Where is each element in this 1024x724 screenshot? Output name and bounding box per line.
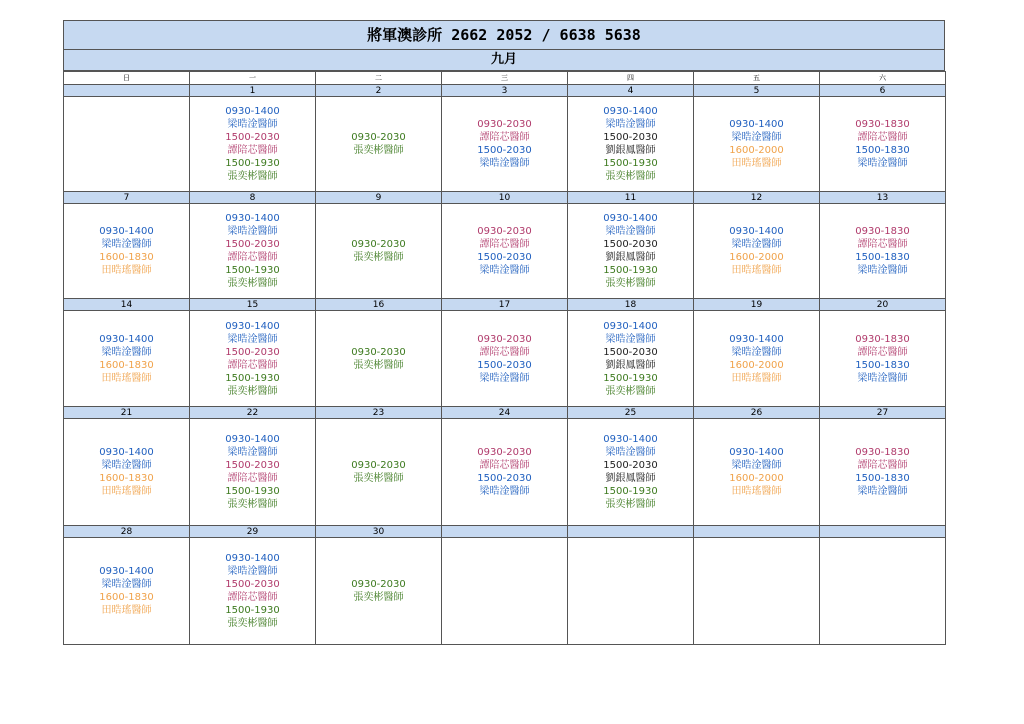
doctor-name: 梁晧淦醫師	[101, 239, 152, 250]
shift-time: 0930-1400	[225, 213, 280, 224]
day-cell	[694, 419, 820, 526]
shift-time: 0930-2030	[351, 579, 406, 590]
day-cell	[694, 538, 820, 645]
doctor-name: 譚陪芯醫師	[857, 346, 908, 358]
date-number-row	[64, 299, 946, 311]
day-cell	[316, 419, 442, 526]
doctor-name: 梁晧淦醫師	[479, 265, 530, 276]
day-cell	[316, 538, 442, 645]
shift-time: 1500-2030	[603, 132, 658, 143]
doctor-name: 梁晧淦醫師	[605, 119, 656, 130]
date-number: 24	[442, 407, 568, 419]
day-cell	[694, 204, 820, 299]
schedule-row	[64, 311, 946, 407]
calendar-body	[64, 72, 946, 645]
date-number: 29	[190, 526, 316, 538]
doctor-name: 梁晧淦醫師	[605, 333, 656, 345]
shift-time: 1500-2030	[225, 346, 280, 358]
doctor-name: 譚陪芯醫師	[479, 346, 530, 358]
date-number: 22	[190, 407, 316, 419]
doctor-name: 田晧瑤醫師	[101, 605, 152, 616]
doctor-name: 張奕彬醫師	[353, 473, 404, 484]
doctor-name: 田晧瑤醫師	[731, 265, 782, 276]
shift-time: 1600-2000	[729, 252, 784, 263]
doctor-name: 張奕彬醫師	[227, 499, 278, 510]
date-number: 30	[316, 526, 442, 538]
shift-time: 1500-2030	[477, 145, 532, 156]
shift-time: 1500-2030	[477, 252, 532, 263]
doctor-name: 梁晧淦醫師	[731, 239, 782, 250]
date-number	[442, 526, 568, 538]
shift-time: 0930-1400	[729, 119, 784, 130]
shift-time: 1500-2030	[603, 346, 658, 358]
shift-time: 1600-1830	[99, 252, 154, 263]
doctor-name: 梁晧淦醫師	[479, 372, 530, 384]
date-number-row	[64, 526, 946, 538]
day-cell	[64, 538, 190, 645]
shift-time: 1500-1830	[855, 252, 910, 263]
day-cell	[820, 311, 946, 407]
shift-time: 1600-2000	[729, 473, 784, 484]
doctor-name: 張奕彬醫師	[605, 171, 656, 182]
doctor-name: 劉銀鳳醫師	[605, 473, 656, 484]
date-number	[568, 526, 694, 538]
doctor-name: 張奕彬醫師	[353, 145, 404, 156]
day-cell	[190, 538, 316, 645]
month-title: 九月	[63, 50, 945, 71]
day-cell	[568, 97, 694, 192]
shift-time: 1500-1930	[603, 158, 658, 169]
doctor-name: 梁晧淦醫師	[857, 486, 908, 497]
doctor-name: 梁晧淦醫師	[227, 119, 278, 130]
shift-time: 0930-1830	[855, 226, 910, 237]
doctor-name: 張奕彬醫師	[227, 618, 278, 629]
day-cell	[820, 97, 946, 192]
doctor-name: 譚陪芯醫師	[857, 460, 908, 471]
shift-time: 1500-1930	[225, 486, 280, 497]
shift-time: 1500-1930	[603, 372, 658, 384]
doctor-name: 劉銀鳳醫師	[605, 359, 656, 371]
doctor-name: 梁晧淦醫師	[857, 372, 908, 384]
doctor-name: 梁晧淦醫師	[731, 346, 782, 358]
date-number: 13	[820, 192, 946, 204]
day-cell	[442, 419, 568, 526]
shift-time: 0930-1400	[603, 106, 658, 117]
shift-time: 1500-1930	[225, 265, 280, 276]
shift-time: 0930-1830	[855, 119, 910, 130]
doctor-name: 張奕彬醫師	[227, 171, 278, 182]
shift-time: 0930-1400	[99, 447, 154, 458]
shift-time: 1500-2030	[477, 359, 532, 371]
date-number: 10	[442, 192, 568, 204]
shift-time: 1500-1930	[225, 372, 280, 384]
schedule-row	[64, 204, 946, 299]
date-number: 17	[442, 299, 568, 311]
weekday-header: 六	[820, 72, 946, 85]
shift-time: 0930-1400	[225, 106, 280, 117]
day-cell	[190, 204, 316, 299]
shift-time: 1500-1930	[603, 265, 658, 276]
shift-time: 0930-2030	[351, 460, 406, 471]
shift-time: 0930-1400	[225, 320, 280, 332]
shift-time: 1500-1930	[225, 158, 280, 169]
date-number: 4	[568, 85, 694, 97]
doctor-name: 梁晧淦醫師	[227, 447, 278, 458]
doctor-name: 梁晧淦醫師	[227, 333, 278, 345]
day-cell	[820, 538, 946, 645]
doctor-name: 張奕彬醫師	[605, 499, 656, 510]
day-cell	[442, 204, 568, 299]
date-number: 27	[820, 407, 946, 419]
date-number	[64, 85, 190, 97]
shift-time: 1500-1930	[603, 486, 658, 497]
doctor-name: 梁晧淦醫師	[101, 346, 152, 358]
doctor-name: 田晧瑤醫師	[101, 486, 152, 497]
doctor-name: 譚陪芯醫師	[227, 473, 278, 484]
day-cell	[568, 538, 694, 645]
doctor-name: 譚陪芯醫師	[479, 132, 530, 143]
clinic-title: 將軍澳診所 2662 2052 / 6638 5638	[63, 20, 945, 50]
doctor-name: 張奕彬醫師	[227, 385, 278, 397]
date-number: 28	[64, 526, 190, 538]
shift-time: 0930-2030	[351, 132, 406, 143]
weekday-header: 一	[190, 72, 316, 85]
day-cell	[316, 97, 442, 192]
day-cell	[694, 97, 820, 192]
doctor-name: 張奕彬醫師	[605, 385, 656, 397]
calendar-table	[63, 71, 946, 645]
doctor-name: 梁晧淦醫師	[605, 226, 656, 237]
date-number: 19	[694, 299, 820, 311]
date-number: 20	[820, 299, 946, 311]
shift-time: 0930-1400	[603, 213, 658, 224]
doctor-name: 梁晧淦醫師	[605, 447, 656, 458]
day-cell	[442, 538, 568, 645]
day-cell	[820, 419, 946, 526]
doctor-name: 譚陪芯醫師	[479, 460, 530, 471]
doctor-name: 梁晧淦醫師	[227, 566, 278, 577]
doctor-name: 梁晧淦醫師	[479, 486, 530, 497]
date-number	[694, 526, 820, 538]
doctor-name: 梁晧淦醫師	[731, 132, 782, 143]
day-cell	[442, 311, 568, 407]
shift-time: 0930-2030	[351, 239, 406, 250]
date-number: 1	[190, 85, 316, 97]
shift-time: 0930-2030	[477, 226, 532, 237]
day-cell	[64, 97, 190, 192]
date-number: 23	[316, 407, 442, 419]
day-cell	[694, 311, 820, 407]
schedule-row	[64, 538, 946, 645]
doctor-name: 劉銀鳳醫師	[605, 145, 656, 156]
doctor-name: 梁晧淦醫師	[101, 579, 152, 590]
doctor-name: 譚陪芯醫師	[227, 592, 278, 603]
doctor-name: 譚陪芯醫師	[227, 359, 278, 371]
day-cell	[190, 419, 316, 526]
shift-time: 1500-1830	[855, 473, 910, 484]
shift-time: 0930-1400	[99, 226, 154, 237]
date-number-row	[64, 85, 946, 97]
doctor-name: 張奕彬醫師	[605, 278, 656, 289]
day-cell	[442, 97, 568, 192]
doctor-name: 田晧瑤醫師	[101, 372, 152, 384]
shift-time: 1600-1830	[99, 592, 154, 603]
shift-time: 0930-2030	[477, 447, 532, 458]
calendar-sheet	[63, 20, 945, 645]
schedule-row	[64, 419, 946, 526]
shift-time: 1500-2030	[225, 460, 280, 471]
shift-time: 1500-2030	[225, 239, 280, 250]
shift-time: 0930-2030	[351, 346, 406, 358]
day-cell	[64, 311, 190, 407]
date-number: 25	[568, 407, 694, 419]
date-number: 16	[316, 299, 442, 311]
shift-time: 1500-2030	[225, 579, 280, 590]
doctor-name: 譚陪芯醫師	[227, 145, 278, 156]
date-number: 8	[190, 192, 316, 204]
shift-time: 1500-2030	[603, 460, 658, 471]
date-number: 2	[316, 85, 442, 97]
doctor-name: 譚陪芯醫師	[479, 239, 530, 250]
date-number: 12	[694, 192, 820, 204]
doctor-name: 梁晧淦醫師	[857, 158, 908, 169]
weekday-header: 五	[694, 72, 820, 85]
shift-time: 0930-1400	[603, 434, 658, 445]
shift-time: 0930-1400	[603, 320, 658, 332]
shift-time: 1500-1930	[225, 605, 280, 616]
day-cell	[568, 419, 694, 526]
shift-time: 1500-2030	[477, 473, 532, 484]
day-cell	[316, 204, 442, 299]
doctor-name: 譚陪芯醫師	[857, 132, 908, 143]
doctor-name: 梁晧淦醫師	[479, 158, 530, 169]
shift-time: 1500-2030	[225, 132, 280, 143]
date-number: 6	[820, 85, 946, 97]
shift-time: 1500-1830	[855, 145, 910, 156]
doctor-name: 梁晧淦醫師	[731, 460, 782, 471]
shift-time: 1600-2000	[729, 359, 784, 371]
day-cell	[820, 204, 946, 299]
date-number: 18	[568, 299, 694, 311]
date-number: 15	[190, 299, 316, 311]
date-number	[820, 526, 946, 538]
doctor-name: 田晧瑤醫師	[101, 265, 152, 276]
day-cell	[190, 311, 316, 407]
day-cell	[64, 204, 190, 299]
date-number: 14	[64, 299, 190, 311]
doctor-name: 張奕彬醫師	[227, 278, 278, 289]
day-cell	[190, 97, 316, 192]
shift-time: 0930-1400	[225, 434, 280, 445]
date-number-row	[64, 192, 946, 204]
weekday-header: 三	[442, 72, 568, 85]
date-number: 5	[694, 85, 820, 97]
day-cell	[568, 311, 694, 407]
shift-time: 1500-2030	[603, 239, 658, 250]
day-cell	[64, 419, 190, 526]
shift-time: 0930-1400	[729, 226, 784, 237]
shift-time: 1500-1830	[855, 359, 910, 371]
weekday-header: 四	[568, 72, 694, 85]
date-number: 26	[694, 407, 820, 419]
doctor-name: 梁晧淦醫師	[857, 265, 908, 276]
shift-time: 0930-2030	[477, 333, 532, 345]
doctor-name: 譚陪芯醫師	[227, 252, 278, 263]
weekday-header-row	[64, 72, 946, 85]
weekday-header: 二	[316, 72, 442, 85]
doctor-name: 張奕彬醫師	[353, 359, 404, 371]
doctor-name: 譚陪芯醫師	[857, 239, 908, 250]
shift-time: 0930-1400	[729, 333, 784, 345]
date-number: 9	[316, 192, 442, 204]
doctor-name: 張奕彬醫師	[353, 592, 404, 603]
doctor-name: 梁晧淦醫師	[227, 226, 278, 237]
doctor-name: 田晧瑤醫師	[731, 372, 782, 384]
weekday-header: 日	[64, 72, 190, 85]
shift-time: 0930-1400	[99, 333, 154, 345]
date-number: 11	[568, 192, 694, 204]
doctor-name: 劉銀鳳醫師	[605, 252, 656, 263]
shift-time: 0930-2030	[477, 119, 532, 130]
shift-time: 0930-1830	[855, 447, 910, 458]
doctor-name: 梁晧淦醫師	[101, 460, 152, 471]
shift-time: 1600-2000	[729, 145, 784, 156]
shift-time: 1600-1830	[99, 473, 154, 484]
shift-time: 0930-1400	[99, 566, 154, 577]
date-number: 7	[64, 192, 190, 204]
doctor-name: 張奕彬醫師	[353, 252, 404, 263]
day-cell	[316, 311, 442, 407]
doctor-name: 田晧瑤醫師	[731, 158, 782, 169]
schedule-row	[64, 97, 946, 192]
shift-time: 1600-1830	[99, 359, 154, 371]
doctor-name: 田晧瑤醫師	[731, 486, 782, 497]
date-number: 3	[442, 85, 568, 97]
shift-time: 0930-1830	[855, 333, 910, 345]
day-cell	[568, 204, 694, 299]
shift-time: 0930-1400	[225, 553, 280, 564]
date-number-row	[64, 407, 946, 419]
date-number: 21	[64, 407, 190, 419]
shift-time: 0930-1400	[729, 447, 784, 458]
